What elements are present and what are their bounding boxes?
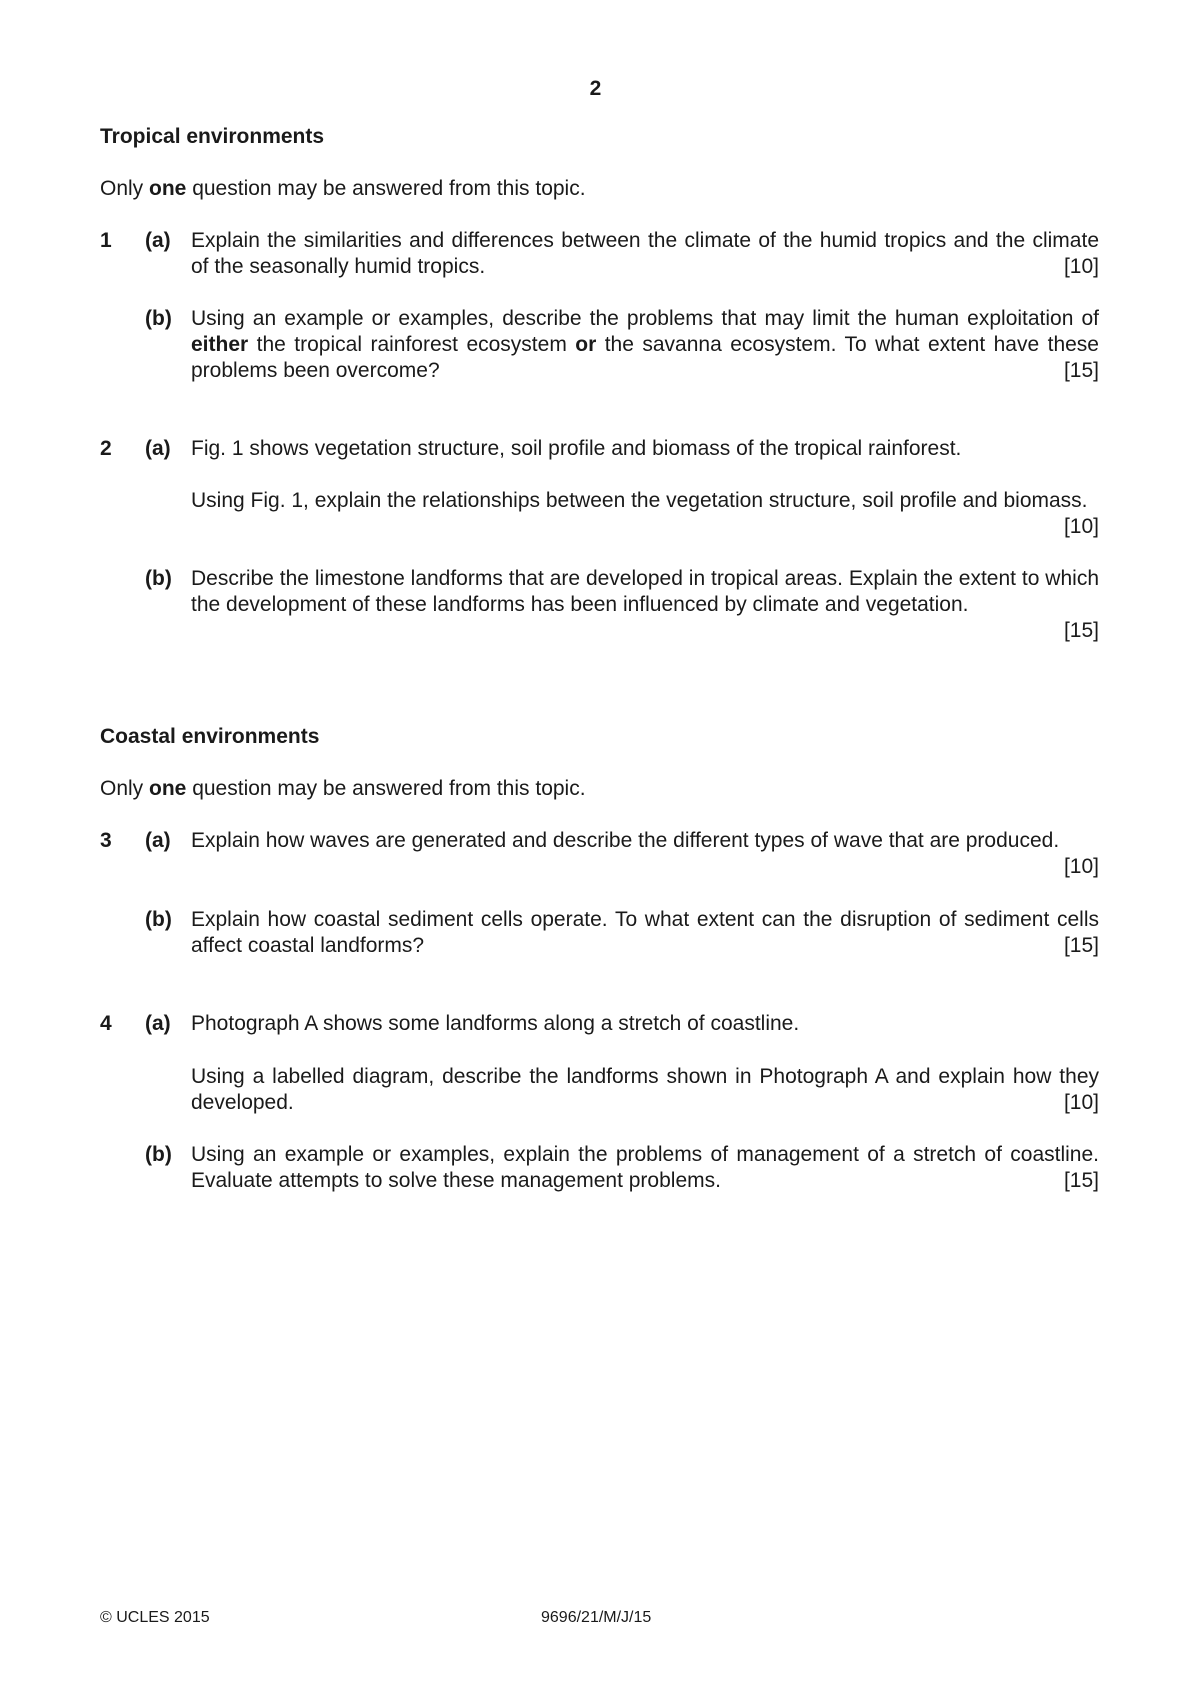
marks-4b: [15] — [1063, 1169, 1099, 1192]
question-4a-text: Using a labelled diagram, describe the landforms shown in Photograph A and explain how they developed. [10] — [191, 1065, 1099, 1114]
question-1b-text: Using an example or examples, describe the problems that may limit the human exploitation of either the tropical rainforest ecosystem or the savanna ecosystem. To what extent have these problems been overcome? [15] — [191, 307, 1099, 382]
section-intro-tropical: Only one question may be answered from this topic. — [100, 177, 586, 200]
part-label-4b: (b) — [145, 1143, 172, 1166]
question-3b-text: Explain how coastal sediment cells operate. To what extent can the disruption of sediment cells affect coastal landforms? [15] — [191, 908, 1099, 957]
question-number-4: 4 — [100, 1012, 112, 1035]
marks-2b: [15] — [1063, 619, 1099, 642]
marks-3a: [10] — [1063, 855, 1099, 878]
marks-2a: [10] — [1063, 515, 1099, 538]
question-number-3: 3 — [100, 829, 112, 852]
part-label-3a: (a) — [145, 829, 171, 852]
footer-paper-code: 9696/21/M/J/15 — [541, 1609, 652, 1626]
part-label-4a: (a) — [145, 1012, 171, 1035]
question-1a-text: Explain the similarities and differences between the climate of the humid tropics and the climate of the seasonally humid tropics. [10] — [191, 229, 1099, 278]
marks-1a: [10] — [1063, 255, 1099, 278]
marks-4a: [10] — [1063, 1091, 1099, 1114]
question-2a-text: Using Fig. 1, explain the relationships between the vegetation structure, soil profile and biomass. [10] — [191, 489, 1099, 538]
marks-3b: [15] — [1063, 934, 1099, 957]
page-number: 2 — [589, 77, 602, 100]
part-label-2a: (a) — [145, 437, 171, 460]
part-label-2b: (b) — [145, 567, 172, 590]
section-heading-tropical: Tropical environments — [100, 125, 325, 148]
question-number-1: 1 — [100, 229, 112, 252]
footer-copyright: © UCLES 2015 — [100, 1609, 210, 1626]
part-label-1a: (a) — [145, 229, 171, 252]
question-4a-stem: Photograph A shows some landforms along a stretch of coastline. — [191, 1012, 800, 1035]
section-intro-coastal: Only one question may be answered from this topic. — [100, 777, 586, 800]
question-2a-stem: Fig. 1 shows vegetation structure, soil profile and biomass of the tropical rainforest. — [191, 437, 962, 460]
marks-1b: [15] — [1063, 359, 1099, 382]
section-heading-coastal: Coastal environments — [100, 725, 320, 748]
question-3a-text: Explain how waves are generated and describe the different types of wave that are produced. [10] — [191, 829, 1099, 878]
question-4b-text: Using an example or examples, explain the problems of management of a stretch of coastline. Evaluate attempts to solve these management problems. [15] — [191, 1143, 1099, 1192]
part-label-3b: (b) — [145, 908, 172, 931]
question-2b-text: Describe the limestone landforms that are developed in tropical areas. Explain the extent to which the development of these landforms has been influenced by climate and vegetation. [15] — [191, 567, 1099, 642]
question-number-2: 2 — [100, 437, 112, 460]
part-label-1b: (b) — [145, 307, 172, 330]
